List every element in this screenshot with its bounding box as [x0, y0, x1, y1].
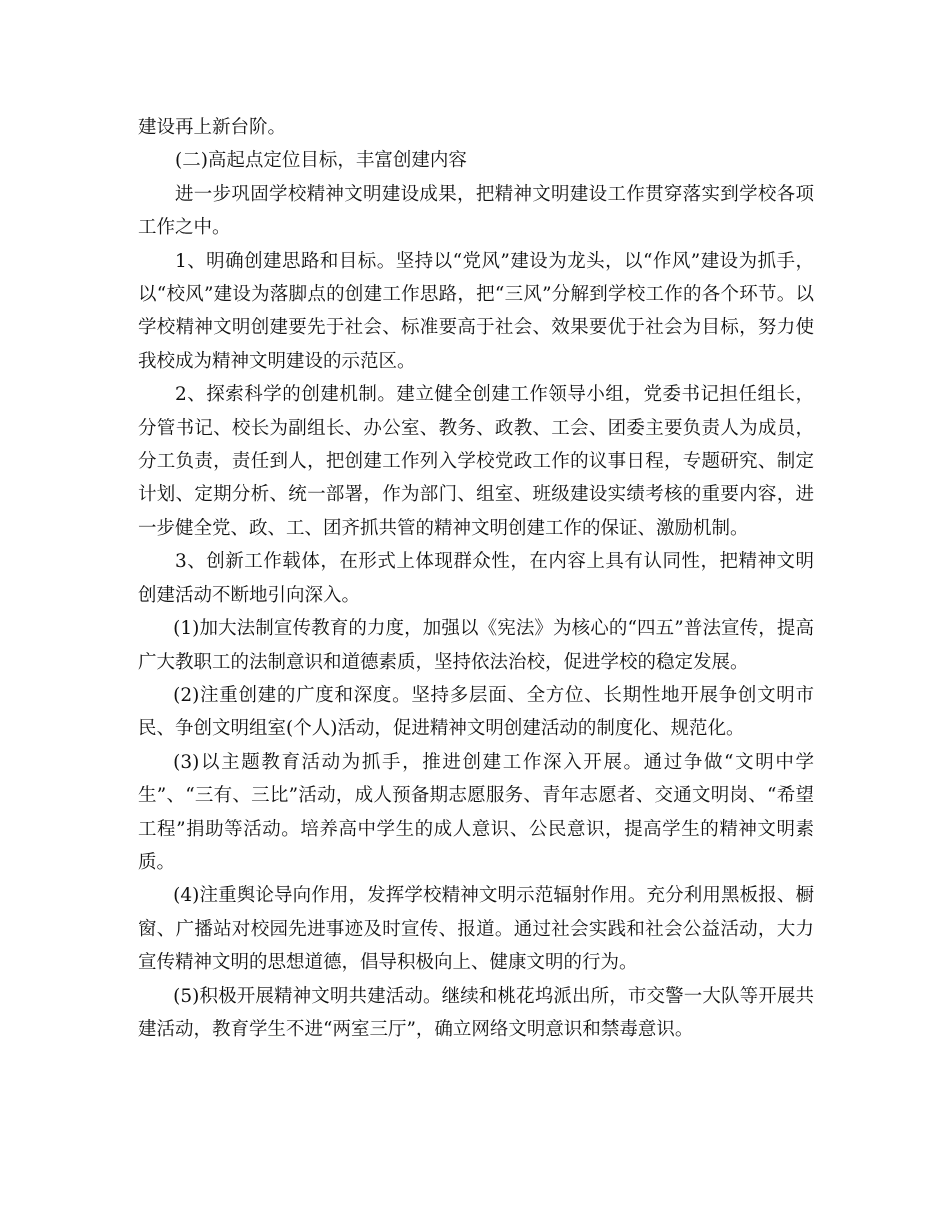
document-body: [138, 111, 814, 1046]
paragraph-item-2: 2、探索科学的创建机制。建立健全创建工作领导小组，党委书记担任组长，分管书记、校长为副组长、办公室、教务、政教、工会、团委主要负责人为成员，分工负责，责任到人，把创建工作列入学校党政工作的议事日程，专题研究、制定计划、定期分析、统一部署，作为部门、组室、班级建设实绩考核的重要内容，进一步健全党、政、工、团齐抓共管的精神文明创建工作的保证、激励机制。: [138, 384, 814, 539]
paragraph-subitem-5: (5)积极开展精神文明共建活动。继续和桃花坞派出所，市交警一大队等开展共建活动，教育学生不进“两室三厅”，确立网络文明意识和禁毒意识。: [138, 985, 814, 1040]
paragraph-item-1: 1、明确创建思路和目标。坚持以“党风”建设为龙头，以“作风”建设为抓手，以“校风”建设为落脚点的创建工作思路，把“三风”分解到学校工作的各个环节。以学校精神文明创建要先于社会、标准要高于社会、效果要优于社会为目标，努力使我校成为精神文明建设的示范区。: [138, 250, 814, 372]
paragraph-subitem-3: (3)以主题教育活动为抓手，推进创建工作深入开展。通过争做“文明中学生”、“三有、三比”活动，成人预备期志愿服务、青年志愿者、交通文明岗、“希望工程”捐助等活动。培养高中学生的成人意识、公民意识，提高学生的精神文明素质。: [138, 751, 814, 873]
paragraph-subitem-1: (1)加大法制宣传教育的力度，加强以《宪法》为核心的“四五”普法宣传，提高广大教职工的法制意识和道德素质，坚持依法治校，促进学校的稳定发展。: [138, 618, 814, 673]
paragraph-item-3: 3、创新工作载体，在形式上体现群众性，在内容上具有认同性，把精神文明创建活动不断地引向深入。: [138, 551, 814, 606]
section-heading: (二)高起点定位目标，丰富创建内容: [175, 150, 467, 172]
paragraph-subitem-2: (2)注重创建的广度和深度。坚持多层面、全方位、长期性地开展争创文明市民、争创文明组室(个人)活动，促进精神文明创建活动的制度化、规范化。: [138, 684, 814, 740]
paragraph-intro: 进一步巩固学校精神文明建设成果，把精神文明建设工作贯穿落实到学校各项工作之中。: [138, 183, 814, 239]
paragraph-subitem-4: (4)注重舆论导向作用，发挥学校精神文明示范辐射作用。充分利用黑板报、橱窗、广播站对校园先进事迹及时宣传、报道。通过社会实践和社会公益活动，大力宣传精神文明的思想道德，倡导积极向上、健康文明的行为。: [138, 885, 814, 974]
paragraph-continuation: 建设再上新台阶。: [138, 117, 287, 138]
